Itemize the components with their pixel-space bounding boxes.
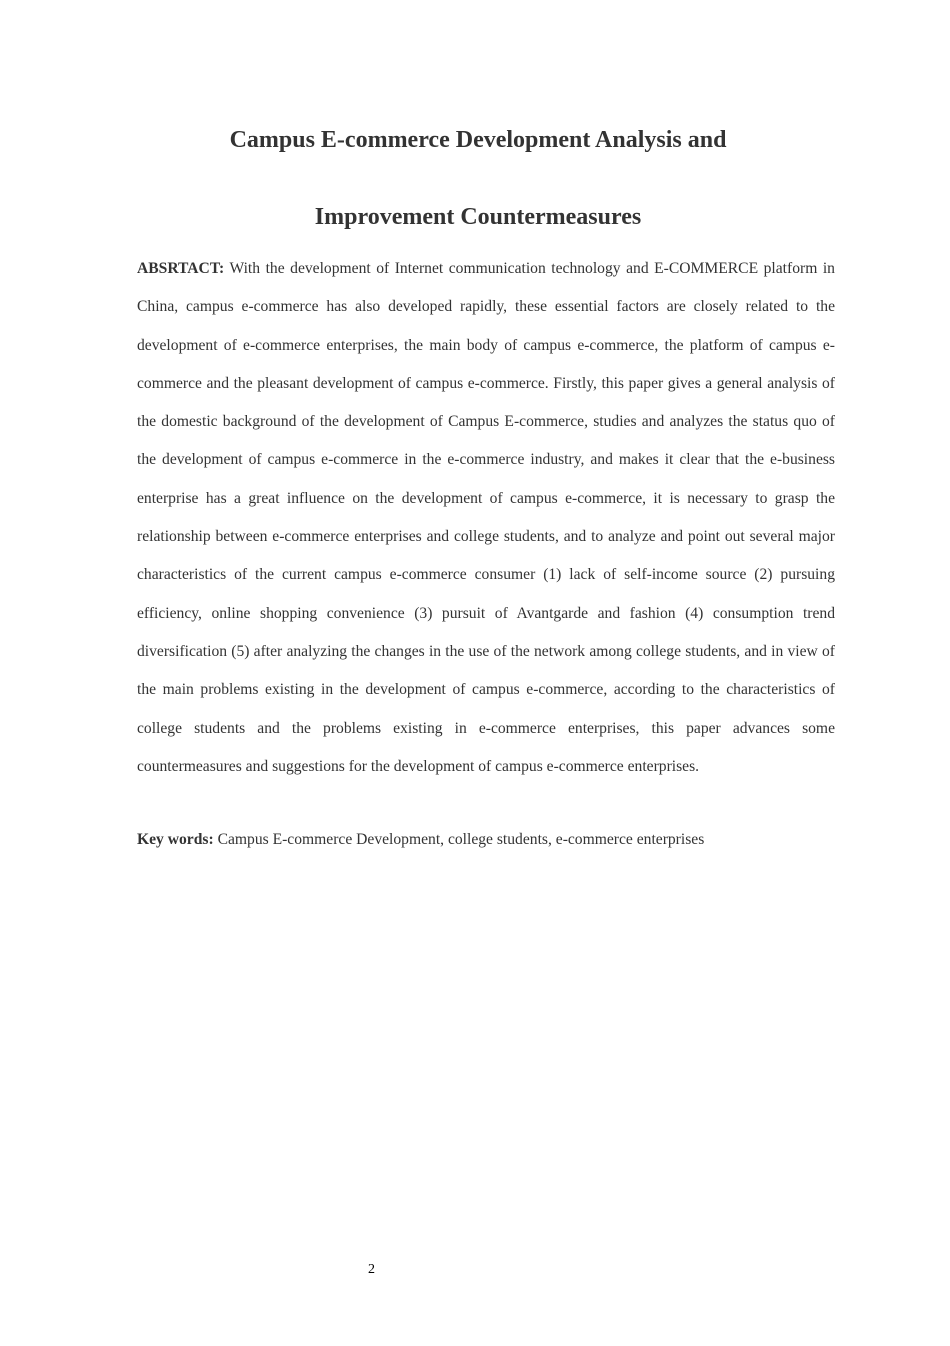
keywords-text: Campus E-commerce Development, college students, e-commerce enterprises	[217, 831, 705, 848]
document-title-line-2: Improvement Countermeasures	[314, 204, 642, 230]
keywords-line	[137, 828, 835, 852]
keywords-label: Key words:	[137, 831, 214, 848]
page-number: 2	[368, 1262, 375, 1277]
document-title-line-1: Campus E-commerce Development Analysis and	[229, 127, 727, 153]
abstract-label: ABSRTACT:	[137, 260, 225, 277]
abstract-text: With the development of Internet communication technology and E-COMMERCE platform in China, campus e-commerce has also developed rapidly, these essential factors are closely related to the development of e-commerce enterprises, the main body of campus e-commerce, the platform of campus e-commerce and the pleasant development of campus e-commerce. Firstly, this paper gives a general analysis of the domestic background of the development of Campus E-commerce, studies and analyzes the status quo of the development of campus e-commerce in the e-commerce industry, and makes it clear that the e-business enterprise has a great influence on the development of campus e-commerce, it is necessary to grasp the relationship between e-commerce enterprises and college students, and to analyze and point out several major characteristics of the current campus e-commerce consumer (1) lack of self-income source (2) pursuing efficiency, online shopping convenience (3) pursuit of Avantgarde and fashion (4) consumption trend diversification (5) after analyzing the changes in the use of the network among college students, and in view of the main problems existing in the development of campus e-commerce, according to the characteristics of college students and the problems existing in e-commerce enterprises, this paper advances some countermeasures and suggestions for the development of campus e-commerce enterprises.	[137, 260, 835, 775]
abstract-paragraph	[137, 250, 835, 786]
